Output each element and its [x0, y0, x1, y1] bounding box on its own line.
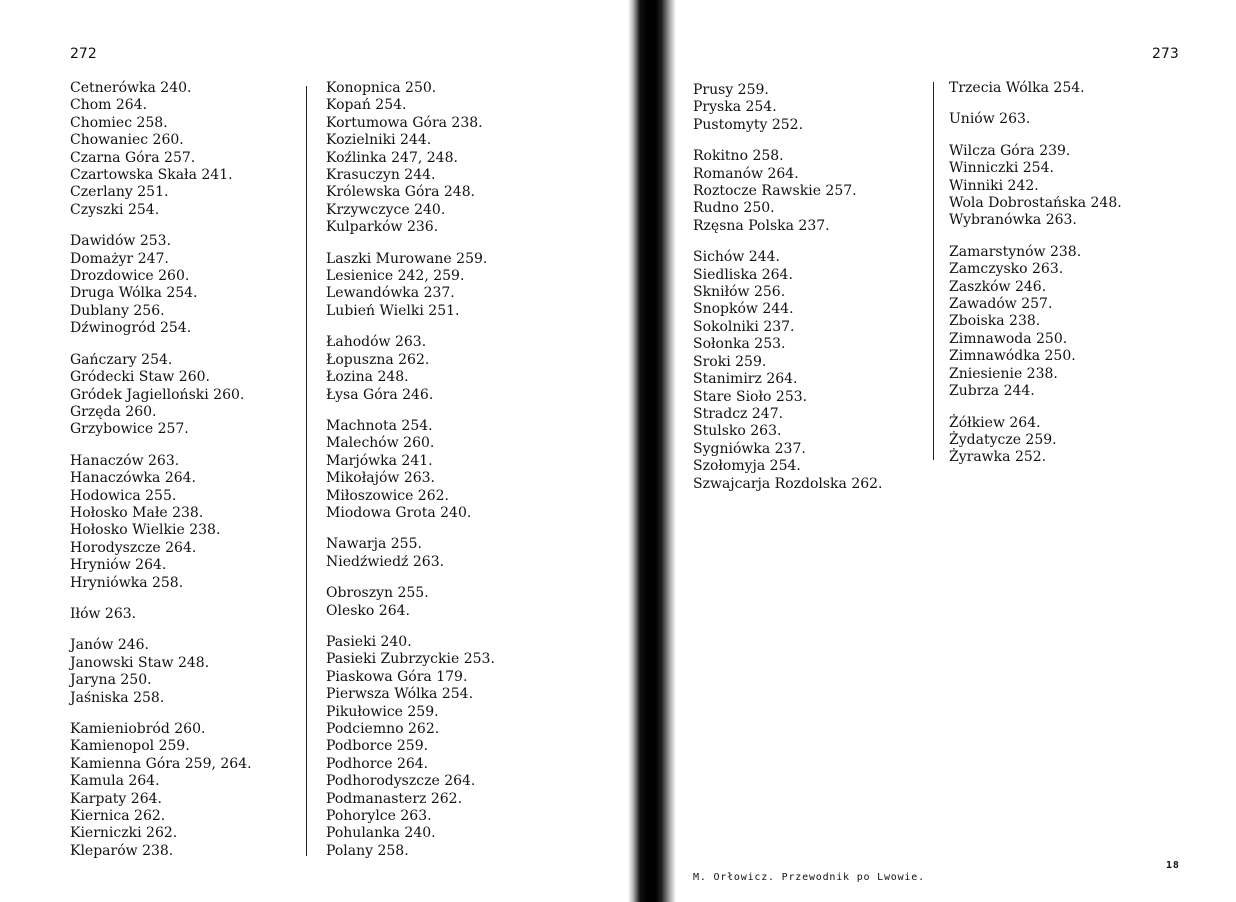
index-entry: Pasieki 240.	[326, 633, 412, 650]
index-entry: Stanimirz 264.	[693, 371, 798, 388]
index-entry: Podborce 259.	[326, 738, 429, 755]
index-entry: Łozina 248.	[326, 369, 409, 386]
index-entry: Sygniówka 237.	[693, 440, 806, 457]
index-group	[70, 233, 252, 337]
right-page-number: 273	[1152, 46, 1179, 62]
left-index-column-2	[326, 80, 495, 874]
index-entry: Dawidów 253.	[70, 233, 172, 250]
index-entry: Zawadów 257.	[949, 296, 1053, 313]
index-entry: Jaśniska 258.	[70, 689, 165, 706]
index-entry: Chomiec 258.	[70, 114, 168, 131]
index-group	[326, 418, 495, 522]
index-entry: Kiernica 262.	[70, 808, 166, 825]
index-entry: Grzybowice 257.	[70, 421, 189, 438]
index-entry: Marjówka 241.	[326, 452, 433, 469]
index-entry: Wilcza Góra 239.	[949, 142, 1071, 159]
index-group	[949, 111, 1122, 128]
index-group	[70, 721, 252, 860]
footer-citation: M. Orłowicz. Przewodnik po Lwowie.	[693, 872, 925, 883]
index-entry: Hanaczówka 264.	[70, 470, 196, 487]
index-entry: Rudno 250.	[693, 200, 775, 217]
index-entry: Domażyr 247.	[70, 250, 169, 267]
index-group	[70, 453, 252, 592]
index-group	[326, 80, 495, 237]
column-divider	[933, 82, 934, 460]
index-entry: Sroki 259.	[693, 353, 767, 370]
index-entry: Kopań 254.	[326, 97, 407, 114]
index-entry: Lewandówka 237.	[326, 285, 455, 302]
right-page	[660, 0, 1236, 902]
index-entry: Hołosko Małe 238.	[70, 504, 204, 521]
index-entry: Hryniówka 258.	[70, 574, 184, 591]
index-entry: Janów 246.	[70, 637, 150, 654]
index-entry: Pasieki Zubrzyckie 253.	[326, 651, 495, 668]
index-group	[949, 415, 1122, 467]
index-entry: Sichów 244.	[693, 249, 780, 266]
index-entry: Prusy 259.	[693, 82, 769, 98]
index-entry: Winniki 242.	[949, 177, 1039, 194]
index-entry: Kulparków 236.	[326, 219, 439, 236]
index-entry: Miodowa Grota 240.	[326, 504, 472, 521]
index-entry: Lesienice 242, 259.	[326, 268, 465, 285]
index-entry: Królewska Góra 248.	[326, 184, 476, 201]
index-entry: Horodyszcze 264.	[70, 539, 197, 556]
index-group	[326, 536, 495, 571]
index-entry: Kamienopol 259.	[70, 738, 190, 755]
index-entry: Rzęsna Polska 237.	[693, 217, 830, 234]
index-entry: Miłoszowice 262.	[326, 487, 449, 504]
index-entry: Kierniczki 262.	[70, 825, 178, 842]
left-index-column-1	[70, 80, 252, 874]
index-entry: Stradcz 247.	[693, 405, 784, 422]
index-entry: Podhorce 264.	[326, 755, 429, 772]
index-group	[70, 637, 252, 707]
index-entry: Lubień Wielki 251.	[326, 302, 460, 319]
index-entry: Zubrza 244.	[949, 383, 1035, 400]
index-entry: Kleparów 238.	[70, 842, 174, 859]
index-entry: Szołomyja 254.	[693, 458, 801, 475]
index-entry: Jaryna 250.	[70, 672, 152, 689]
index-entry: Zniesienie 238.	[949, 365, 1058, 382]
index-entry: Piaskowa Góra 179.	[326, 668, 468, 685]
index-entry: Roztocze Rawskie 257.	[693, 183, 857, 200]
index-entry: Pustomyty 252.	[693, 116, 804, 133]
index-entry: Gródek Jagielloński 260.	[70, 386, 245, 403]
index-entry: Obroszyn 255.	[326, 585, 429, 602]
index-entry: Łysa Góra 246.	[326, 386, 434, 403]
index-entry: Czerlany 251.	[70, 184, 169, 201]
index-entry: Niedźwiedź 263.	[326, 553, 445, 570]
index-entry: Czartowska Skała 241.	[70, 167, 233, 184]
index-entry: Wola Dobrostańska 248.	[949, 195, 1122, 212]
index-entry: Laszki Murowane 259.	[326, 250, 488, 267]
index-entry: Kamula 264.	[70, 773, 160, 790]
index-entry: Kamieniobród 260.	[70, 721, 206, 737]
index-entry: Siedliska 264.	[693, 266, 793, 283]
index-entry: Pryska 254.	[693, 99, 777, 116]
index-entry: Malechów 260.	[326, 435, 435, 452]
index-entry: Grzęda 260.	[70, 403, 157, 420]
index-group	[70, 80, 252, 219]
index-group	[693, 82, 883, 134]
index-entry: Trzecia Wólka 254.	[949, 80, 1085, 96]
index-entry: Hodowica 255.	[70, 487, 177, 504]
index-entry: Pikułowice 259.	[326, 703, 439, 720]
index-entry: Gańczary 254.	[70, 351, 173, 368]
index-entry: Kortumowa Góra 238.	[326, 114, 483, 131]
index-entry: Zimnawódka 250.	[949, 348, 1076, 365]
right-index-column-1	[693, 82, 883, 507]
index-entry: Mikołajów 263.	[326, 470, 435, 487]
index-entry: Łopuszna 262.	[326, 351, 430, 368]
index-entry: Podhorodyszcze 264.	[326, 773, 476, 790]
index-entry: Rokitno 258.	[693, 148, 784, 165]
index-entry: Kozielniki 244.	[326, 132, 432, 149]
signature-mark: 18	[1166, 860, 1180, 871]
index-entry: Pierwsza Wólka 254.	[326, 686, 474, 703]
index-entry: Sołonka 253.	[693, 336, 786, 353]
index-entry: Machnota 254.	[326, 417, 433, 434]
index-entry: Winniczki 254.	[949, 160, 1054, 177]
index-entry: Sokolniki 237.	[693, 318, 795, 335]
index-entry: Zamarstynów 238.	[949, 243, 1082, 260]
index-entry: Pohorylce 263.	[326, 808, 432, 825]
index-entry: Żółkiew 264.	[949, 414, 1041, 431]
index-entry: Gródecki Staw 260.	[70, 369, 210, 386]
index-group	[326, 585, 495, 620]
index-entry: Uniów 263.	[949, 111, 1031, 128]
index-entry: Podciemno 262.	[326, 721, 440, 737]
index-entry: Koźlinka 247, 248.	[326, 149, 458, 166]
index-entry: Krasuczyn 244.	[326, 167, 436, 184]
index-entry: Hołosko Wielkie 238.	[70, 522, 221, 539]
index-entry: Stulsko 263.	[693, 423, 782, 440]
index-entry: Zboiska 238.	[949, 313, 1041, 330]
index-entry: Zamczysko 263.	[949, 261, 1064, 278]
index-entry: Romanów 264.	[693, 165, 799, 182]
index-group	[693, 249, 883, 493]
index-entry: Chowaniec 260.	[70, 132, 184, 149]
index-entry: Żydatycze 259.	[949, 431, 1057, 448]
index-entry: Skniłów 256.	[693, 284, 786, 301]
index-group	[949, 244, 1122, 401]
left-page-number: 272	[70, 46, 97, 62]
index-group	[693, 148, 883, 235]
index-entry: Szwajcarja Rozdolska 262.	[693, 475, 883, 492]
index-entry: Snopków 244.	[693, 301, 794, 318]
index-entry: Dublany 256.	[70, 302, 165, 319]
index-entry: Konopnica 250.	[326, 80, 437, 96]
column-divider	[306, 86, 307, 856]
index-group	[70, 352, 252, 439]
index-entry: Polany 258.	[326, 842, 409, 859]
index-group	[70, 606, 252, 623]
index-group	[326, 334, 495, 404]
index-entry: Drozdowice 260.	[70, 268, 190, 285]
right-index-column-2	[949, 80, 1122, 481]
index-entry: Hanaczów 263.	[70, 452, 180, 469]
index-entry: Podmanasterz 262.	[326, 790, 463, 807]
index-group	[326, 634, 495, 860]
index-entry: Czarna Góra 257.	[70, 149, 196, 166]
index-entry: Druga Wólka 254.	[70, 285, 198, 302]
index-entry: Zaszków 246.	[949, 278, 1047, 295]
index-entry: Cetnerówka 240.	[70, 80, 192, 96]
index-entry: Łahodów 263.	[326, 334, 427, 351]
index-group	[326, 251, 495, 321]
index-entry: Olesko 264.	[326, 602, 410, 619]
index-group	[949, 80, 1122, 97]
index-entry: Iłów 263.	[70, 605, 137, 622]
index-entry: Pohulanka 240.	[326, 825, 436, 842]
index-entry: Chom 264.	[70, 97, 148, 114]
index-entry: Zimnawoda 250.	[949, 330, 1068, 347]
index-entry: Stare Sioło 253.	[693, 388, 808, 405]
index-entry: Żyrawka 252.	[949, 449, 1047, 466]
index-entry: Karpaty 264.	[70, 790, 162, 807]
index-entry: Dźwinogród 254.	[70, 320, 192, 337]
index-entry: Wybranówka 263.	[949, 212, 1077, 229]
index-entry: Janowski Staw 248.	[70, 654, 210, 671]
index-entry: Hryniów 264.	[70, 557, 167, 574]
index-entry: Czyszki 254.	[70, 201, 160, 218]
index-group	[949, 143, 1122, 230]
index-entry: Nawarja 255.	[326, 536, 422, 553]
index-entry: Krzywczyce 240.	[326, 201, 446, 218]
index-entry: Kamienna Góra 259, 264.	[70, 755, 252, 772]
